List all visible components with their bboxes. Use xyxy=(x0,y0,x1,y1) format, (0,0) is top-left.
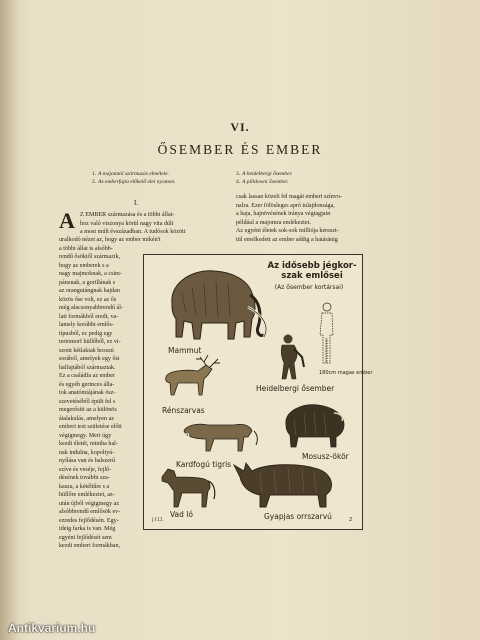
opening-paragraph xyxy=(80,211,222,237)
chapter-contents-right xyxy=(236,170,292,186)
text-line: sorából, amelyek egy ősi xyxy=(59,356,120,362)
text-line: típusból, ez pedig egy xyxy=(59,330,113,337)
label-gyapjas: Gyapjas orrszarvú xyxy=(264,512,332,521)
opening-paragraph-cont xyxy=(59,236,229,253)
text-line: átalakulás, amelyen az xyxy=(59,415,114,422)
label-kardfogu: Kardfogú tigris xyxy=(176,460,232,469)
text-line: tok anatómiájának ösz- xyxy=(59,390,116,396)
text-line: halfajtából származtak. xyxy=(59,364,116,371)
label-height: 180cm magas ember xyxy=(319,370,373,376)
chapter-number: VI. xyxy=(230,120,250,134)
text-line: szevetéséből épült fel s xyxy=(59,398,116,405)
drop-cap: A xyxy=(59,208,75,233)
chapter-title: ŐSEMBER ÉS EMBER xyxy=(157,142,323,157)
text-line: désének további sza- xyxy=(59,475,110,481)
text-line: például a majomra emlékeztet. xyxy=(236,219,311,226)
text-line: csak lassan közeli fel magát emberi színvo- xyxy=(236,194,342,200)
chapter-contents-left xyxy=(92,170,176,186)
text-line: szíve és veséje, fejlő- xyxy=(59,466,112,473)
watermark: Antikvarium.hu xyxy=(8,621,96,635)
text-line: lamely korábbi emlős- xyxy=(59,322,114,328)
text-line: megerősíti az a különös xyxy=(59,407,117,413)
text-line: a most múlt évszázadban. A tudósok között xyxy=(80,229,186,235)
text-line: a haja, hajnövésének iránya végtagjain xyxy=(236,211,331,217)
left-column-text xyxy=(59,253,141,551)
text-line: végigmegy. Mert úgy xyxy=(59,432,112,439)
human-silhouette-drawing xyxy=(316,301,338,367)
text-line: rendű ősöktől származik, xyxy=(59,254,121,260)
text-line: nagy majmoknak, a csim- xyxy=(59,271,122,277)
label-heidelbergi: Heidelbergi ősember xyxy=(256,384,335,393)
text-line: után újból végigmegy az xyxy=(59,500,120,507)
heidelberg-man-drawing xyxy=(272,333,308,381)
section-number: I. xyxy=(134,199,139,207)
text-line: Ez a családfa az ember xyxy=(59,373,115,379)
text-line: hoz való viszonya körül nagy vita dúlt xyxy=(80,220,174,227)
text-line: még alacsonyabbrendű ál- xyxy=(59,305,123,311)
text-line: kasza, a kétéltűre s a xyxy=(59,483,110,490)
mammoth-drawing xyxy=(152,263,272,345)
text-line: kezdi emberi formákban, xyxy=(59,543,121,549)
text-line: tül emelkedett az ember addig a határánig xyxy=(236,236,338,243)
text-line: szont kétlakiak hosszú xyxy=(59,347,114,354)
text-line: pánznak, a gorillának s xyxy=(59,279,116,286)
wild-horse-drawing xyxy=(158,463,220,509)
figure-mark: 2 xyxy=(349,517,353,523)
woolly-rhino-drawing xyxy=(230,455,338,511)
musk-ox-drawing xyxy=(278,399,350,451)
figure-title: Az idősebb jégkor- szak emlősei xyxy=(267,261,357,281)
text-line: ideig farka is van. Még xyxy=(59,526,116,532)
text-line: teriomorf hüllőből, ez vi- xyxy=(59,339,121,345)
text-line: hogy az emberek s a xyxy=(59,262,109,269)
text-line: nalra. Ezer fölösleges apró tulajdonsága, xyxy=(236,202,335,209)
text-line: Z EMBER származása és a többi állat- xyxy=(80,212,175,218)
text-line: közös őse volt, ez az ős xyxy=(59,296,117,303)
text-line: és egyéb gerinces álla- xyxy=(59,381,115,388)
label-renszarvas: Rénszarvas xyxy=(162,406,205,415)
text-line: hüllőre emlékeztet, az- xyxy=(59,492,115,498)
illustrator-signature: J.F.11. xyxy=(152,517,164,522)
sabre-tooth-tiger-drawing xyxy=(178,415,260,455)
text-line: lati formákból eredt, va- xyxy=(59,313,119,320)
contents-item: 3. A heidelbergi ősember. xyxy=(236,171,293,177)
label-vadlo: Vad ló xyxy=(170,510,193,519)
text-line: ezredes fejlődésén. Egy- xyxy=(59,517,119,524)
text-line: nak indulna, kopoltyú- xyxy=(59,449,115,456)
text-line: alsóbbrendű emlősök ev- xyxy=(59,509,121,515)
contents-item: 2. Az emberfajta előkelő elei nyomon. xyxy=(92,179,176,185)
figure-subtitle: (Az ősember kortársai) xyxy=(274,284,344,291)
page-gutter-shadow xyxy=(0,0,18,640)
label-mammut: Mammut xyxy=(168,346,202,355)
reindeer-drawing xyxy=(154,355,224,403)
text-line: a többi állat is alsóbb- xyxy=(59,245,113,252)
contents-item: 1. A majomtól származás elmélete. xyxy=(92,171,169,177)
contents-item: 4. A pilldowni ősember. xyxy=(236,179,289,185)
text-line: nyílása van és halszerű xyxy=(59,458,116,464)
text-line: kezdi életét, mintha hal- xyxy=(59,441,118,447)
text-line: az orangutángnak hajdan xyxy=(59,288,120,294)
text-line: uralkodó nézet az, hogy az ember mikén't xyxy=(59,237,161,243)
right-column-text xyxy=(236,193,416,244)
ice-age-mammals-illustration xyxy=(143,254,373,530)
text-line: Az egyéni életek sok-sok milliója kereszt- xyxy=(236,228,339,234)
label-moszusz: Mosusz-ökör xyxy=(302,452,349,461)
text-line: egyéni fejlődését sem xyxy=(59,534,112,541)
text-line: emberi test születése előtt xyxy=(59,424,122,430)
